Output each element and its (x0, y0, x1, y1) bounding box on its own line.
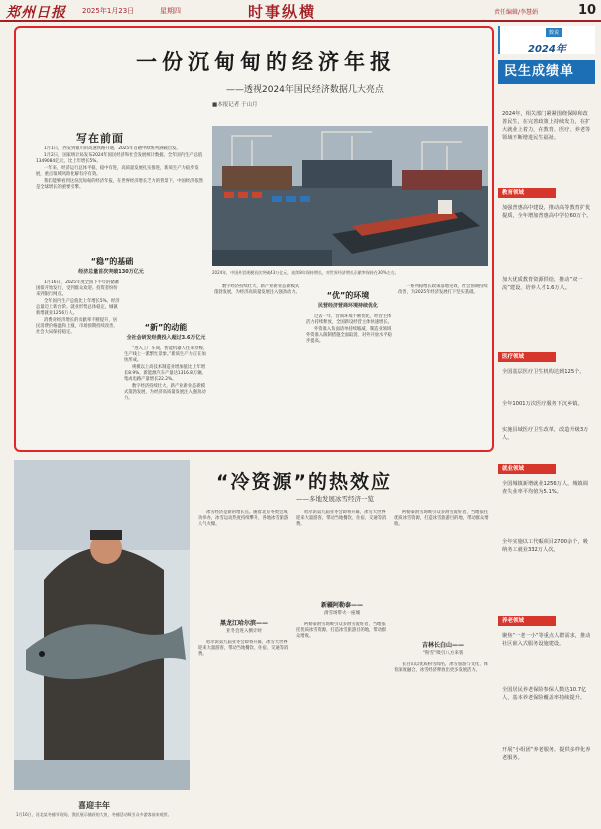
newspaper-logo: 郑州日报 (6, 5, 66, 21)
section-title: 时事纵横 (248, 3, 317, 21)
sidebar-intro: 2024年，相关部门紧紧围绕保障和改善民生，在完善政策上持续发力，在扩大就业上着力，在教育、医疗、养老等领域不断增进民生福祉。 (502, 111, 591, 141)
employment-item: 全国城镇新增就业1256万人，城镇调查失业率平均值为5.1%。 (502, 481, 588, 495)
feature-column-6 (394, 662, 492, 816)
port-photo (212, 126, 488, 266)
section1-paragraph: 全年国内生产总值比上年增长5%，经济总量迈上新台阶。就业形势总体稳定，城镇新增就业1256万人。 (36, 299, 120, 316)
article-subhead: ——透视2024年国民经济数据几大亮点 (226, 85, 384, 95)
section3-paragraph: 过去一年，营商环境不断优化，经营主体活力持续释放，全国新设经营主体快速增长。 (306, 314, 392, 325)
employment-item: 全年实施以工代赈项目2700余个，吸纳务工就业332万人次。 (502, 539, 588, 553)
elderly-item: 聚焦“一老一小”等重点人群需求，推动社区嵌入式服务设施建设。 (502, 633, 591, 647)
feature-column-1 (198, 510, 290, 614)
section3-paragraph: 一系列稳增长政策落地见效，社会预期持续改善，为2025年经济发展打下坚实基础。 (398, 284, 488, 295)
medical-item: 全国基层医疗卫生机构达到125个。 (502, 369, 585, 375)
feature-subhead: ——多地发展冰雪经济一览 (296, 495, 374, 503)
feature-paragraph: 哈尔滨第九届亚冬会即将开幕，冰雪大世界迎来大量游客，带动当地餐饮、住宿、交通等消费。 (198, 640, 289, 658)
feature-paragraph: 哈尔滨第九届亚冬会即将开幕，冰雪大世界迎来大量游客，带动当地餐饮、住宿、交通等消费。 (296, 510, 387, 528)
section3-column-a (306, 314, 392, 448)
section1-subtitle: 经济总量首次突破130万亿元 (78, 269, 144, 275)
sidebar-year: 2024年 (528, 44, 566, 55)
section1-column-a (36, 280, 120, 448)
preface-paragraph: 我们能够看到这份沉甸甸的经济年报，在世界经济增长乏力的背景下，中国经济依然是全球增长的重要引擎。 (36, 179, 203, 190)
feature-headline: “冷资源”的热效应 (216, 471, 392, 493)
section2-paragraph: 数字经济持续壮大，新产业新业态新模式蓬勃发展，为经济高质量发展注入强劲动力。 (124, 384, 206, 401)
port-photo-illustration (212, 126, 488, 266)
issue-weekday: 星期四 (160, 7, 181, 15)
article-byline: ■本报记者 于山月 (212, 102, 258, 108)
education-item: 加强普惠高中建设，推动高等教育扩优提质，全年增加普惠高中学位60万个。 (502, 205, 592, 219)
elderly-item: 全国居民养老保险参保人数达10.7亿人，基本养老保险覆盖率持续提升。 (502, 687, 587, 701)
section3-column-b (398, 284, 488, 448)
sidebar-livelihood (498, 26, 595, 816)
education-item: 加大优质教育资源供给，推动“双一流”建设，培养人才1.6万人。 (502, 277, 583, 291)
section1-paragraph: 1月16日，2025年度全国下半年的储蓄国债开始发行，受到群众欢迎。投资者纷纷来到银行网点。 (36, 280, 119, 297)
preface-paragraph: 一年来，经济运行总体平稳、稳中有进，高质量发展扎实推进，新质生产力稳步发展，重点领域风险化解有序有效。 (36, 166, 199, 177)
feature-column-5 (394, 510, 492, 636)
feature-section-sub: 滑雪场带火一座城 (324, 611, 360, 616)
section3-paragraph: 外资准入负面清单持续缩减，制造业领域外资准入限制措施全面取消，对外开放水平稳步提高。 (306, 327, 392, 344)
category-education: 教育领域 (498, 188, 556, 198)
category-elderly: 养老领域 (498, 616, 556, 626)
harvest-photo-illustration (14, 460, 190, 790)
feature-section-head: 新疆阿勒泰—— (320, 602, 363, 609)
main-article[interactable] (14, 26, 494, 452)
section3-subtitle: 民营经济营商环境持续优化 (317, 303, 378, 309)
harvest-photo-caption: 1月16日，河北某冬捕节现场，渔民展示捕获的大鱼，冬捕活动吸引众多游客前来观赏。 (16, 812, 172, 817)
preface-paragraph: 1月2日，国家统计局发布2024年国民经济和社会发展统计数据，全年国内生产总值1349084亿元，比上年增长5%。 (36, 153, 203, 164)
preface-title: 写在前面 (76, 132, 124, 145)
elderly-item: 开展“小组团”养老服务，提供多样化养老服务。 (502, 747, 591, 761)
section2-continued-column (214, 284, 300, 448)
feature-paragraph: 阿勒泰滑雪场吸引众多滑雪爱好者，当地依托优质冰雪资源，打造冰雪旅游目的地，带动群众增收。 (296, 622, 387, 640)
feature-paragraph: 长白山以优质粉雪闻名，冰雪旅游与文化、体育深度融合，冰雪经济释放出更多发展活力。 (394, 662, 488, 674)
preface-text (36, 146, 204, 252)
editor-credit: 责任编辑/李慧娟 (494, 9, 539, 16)
section2-paragraph: 数字经济持续壮大，新产业新业态新模式蓬勃发展，为经济高质量发展注入强劲动力。 (214, 284, 300, 295)
category-employment: 就业领域 (498, 464, 556, 474)
page-number: 10 (578, 3, 597, 18)
feature-paragraph: 阿勒泰滑雪场吸引众多滑雪爱好者，当地依托优质冰雪资源，打造冰雪旅游目的地，带动群众增收。 (394, 510, 489, 528)
article-headline: 一份沉甸甸的经济年报 (136, 50, 396, 74)
section2-paragraph: “进入工厂车间，智能机器人往来穿梭，生产线上一派繁忙景象。”新质生产力正在加快形成。 (124, 346, 208, 363)
sidebar-header (498, 26, 595, 54)
sidebar-banner: 民生成绩单 (498, 60, 595, 84)
feature-paragraph: 冰雪经济是新的增长点。随着北京冬奥会成功举办，冰雪运动热度持续攀升，各地冰雪旅游人气火爆。 (198, 510, 289, 528)
masthead (0, 0, 601, 22)
photo-caption: 2024年，中国外贸规模首次突破43万亿元，连续8年保持增长，对世界经济增长贡献率保持在30%左右。 (212, 270, 399, 275)
medical-item: 全年1001万次医疗服务下沉乡镇。 (502, 401, 583, 407)
preface-paragraph: 1月1日，西安到银川的高速铁路开通，2025年首趟中欧班列满载出发。 (44, 146, 181, 151)
issue-date: 2025年1月23日 (82, 7, 135, 15)
harvest-photo-title: 喜迎丰年 (78, 801, 110, 810)
section1-paragraph: 消费对经济增长的贡献率不断提升，居民消费价格温和上涨，市场预期持续改善，社会大局保持稳定。 (36, 318, 118, 335)
sidebar-tag: 数说 (546, 28, 562, 37)
section2-subtitle: 全社会研发经费投入超过3.6万亿元 (126, 335, 206, 341)
feature-column-3 (296, 510, 388, 596)
harvest-photo (14, 460, 190, 790)
category-medical: 医疗领域 (498, 352, 556, 362)
feature-column-4 (296, 622, 388, 816)
feature-column-2 (198, 640, 290, 816)
section2-title: “新”的动能 (144, 323, 188, 332)
section2-column (124, 346, 208, 448)
section2-paragraph: 规模以上高技术制造业增加值比上年增长8.9%，新能源汽车产量达1316.8万辆，集成电路产量增长22.2%。 (124, 365, 206, 382)
feature-section-head: 吉林长白山—— (421, 642, 464, 649)
medical-item: 实施县域医疗卫生改革，改造升级3万人。 (502, 427, 589, 441)
feature-section-sub: “粉雪”吸引八方来客 (422, 651, 464, 656)
section1-title: “稳”的基础 (90, 257, 134, 266)
section3-title: “优”的环境 (326, 291, 370, 300)
feature-section-head: 黑龙江哈尔滨—— (219, 620, 268, 627)
feature-section-sub: 亚冬会进入倒计时 (226, 629, 262, 634)
